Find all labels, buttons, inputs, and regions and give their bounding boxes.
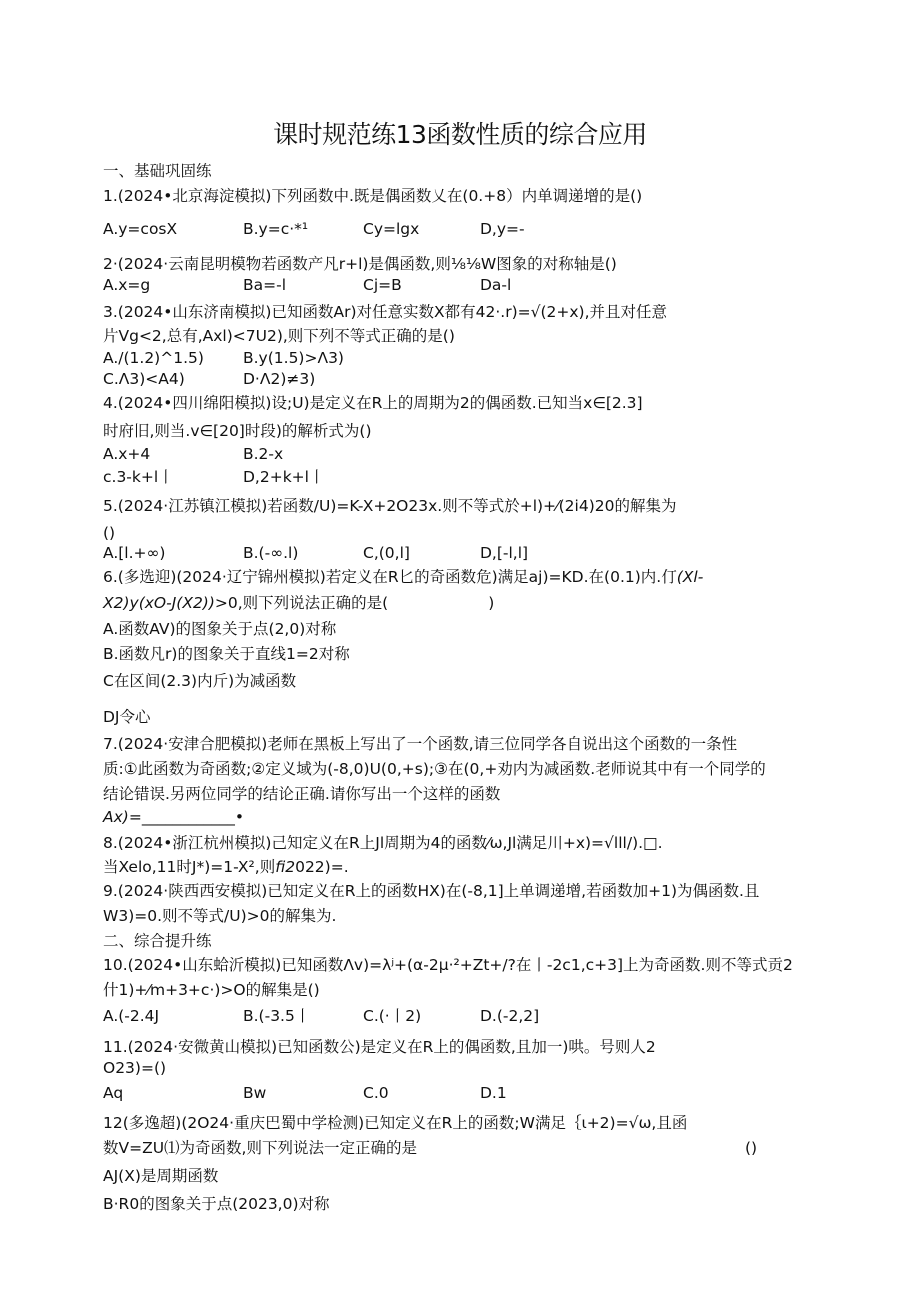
question-1-option-c: Cy=lgx — [363, 220, 420, 238]
question-8-stem-formula: fi2 — [275, 858, 296, 876]
question-3-stem-line-1: 3.(2024•山东济南模拟)已知函数Ar)对任意实数X都有42·.r)=√(2+x),并且对任意 — [103, 303, 668, 321]
question-11-option-d: D.1 — [480, 1084, 507, 1102]
question-12-answer-paren: () — [745, 1139, 758, 1157]
question-5-option-c: C,(0,l] — [363, 544, 410, 562]
question-4-option-a: A.x+4 — [103, 445, 151, 463]
question-2-option-a: A.x=g — [103, 276, 151, 294]
question-10-stem-line-2: 什1)+⁄m+3+c·)>O的解集是() — [103, 981, 320, 999]
question-7-answer-blank: ____________ — [141, 808, 235, 826]
question-12-option-a: AJ(X)是周期函数 — [103, 1167, 219, 1185]
question-4-stem-line-1: 4.(2024•四川绵阳模拟)设;U)是定义在R上的周期为2的偶函数.已知当x∈[2.3] — [103, 394, 643, 412]
question-11-option-c: C.0 — [363, 1084, 389, 1102]
question-12-stem-line-1: 12(多逸超)(2O24·重庆巴蜀中学检测)已知定义在R上的函数;W满足｛ι+2)=√ω,且函 — [103, 1114, 688, 1132]
question-3-option-b: B.y(1.5)>Λ3) — [243, 349, 344, 367]
question-6-option-a: A.函数AV)的图象关于点(2,0)对称 — [103, 620, 337, 638]
question-11-stem-line-1: 11.(2024·安微黄山模拟)已知函数公)是定义在R上的偶函数,且加一)哄。号则人2 — [103, 1038, 656, 1056]
question-4-option-b: B.2-x — [243, 445, 284, 463]
question-7-stem-line-1: 7.(2024·安津合肥模拟)老师在黑板上写出了一个函数,请三位同学各自说出这个函数的一条性 — [103, 735, 738, 753]
question-4-option-c: c.3-k+l丨 — [103, 468, 174, 486]
question-5-option-d: D,[-l,l] — [480, 544, 529, 562]
question-6-stem-line-1 — [103, 566, 703, 588]
question-5-option-a: A.[l.+∞) — [103, 544, 166, 562]
question-2-option-b: Ba=-l — [243, 276, 287, 294]
question-7-answer-prefix: Ax)= — [103, 808, 142, 826]
section-heading-comprehensive: 二、综合提升练 — [103, 932, 212, 950]
question-11-stem-line-2: O23)=() — [103, 1059, 167, 1077]
question-2-option-d: Da-l — [480, 276, 512, 294]
question-5-stem-line-2: () — [103, 524, 116, 542]
question-5-option-b: B.(-∞.l) — [243, 544, 299, 562]
question-10-option-b: B.(-3.5丨 — [243, 1007, 311, 1025]
question-6-answer-paren: ) — [488, 594, 495, 612]
question-1-option-d: D,y=- — [480, 220, 525, 238]
question-1-option-b: B.y=c·*¹ — [243, 220, 309, 238]
question-6-stem-text: 6.(多选迎)(2024·辽宁锦州模拟)若定义在R匕的奇函数危)满足aj)=KD.在(0.1)内.仃 — [103, 568, 677, 586]
question-3-option-d: D·Λ2)≠3) — [243, 370, 316, 388]
question-1-option-a: A.y=cosX — [103, 220, 178, 238]
question-8-stem-end: 022)=. — [295, 858, 349, 876]
question-8-stem-line-2 — [103, 856, 349, 878]
question-11-option-a: Aq — [103, 1084, 124, 1102]
question-7-answer-dot: • — [234, 808, 244, 826]
question-1-stem: 1.(2024•北京海淀模拟)下列函数中.既是偶函数乂在(0.+8）内单调递增的是() — [103, 187, 643, 205]
question-9-stem-line-2: W3)=0.则不等式/U)>0的解集为. — [103, 907, 337, 925]
question-3-option-a: A./(1.2)^1.5) — [103, 349, 204, 367]
question-8-stem-line-1: 8.(2024•浙江杭州模拟)己知定义在R上Jl周期为4的函数⁄ω,Jl满足川+x)=√lll/).□. — [103, 834, 663, 852]
question-10-stem-line-1: 10.(2024•山东蛤沂模拟)已知函数Λv)=λʲ+(α-2μ·²+Zt+/?在丨-2c1,c+3]上为奇函数.则不等式贡2 — [103, 956, 793, 974]
question-6-stem-formula-part-2: X2)y(xO-J(X2)) — [103, 594, 215, 612]
question-4-option-d: D,2+k+l丨 — [243, 468, 325, 486]
question-9-stem-line-1: 9.(2024·陕西西安模拟)已知定义在R上的函数HX)在(-8,1]上单调递增,若函数加+1)为偶函数.且 — [103, 882, 760, 900]
question-12-stem-line-2: 数V=ZU⑴为奇函数,则下列说法一定正确的是 — [103, 1139, 417, 1157]
section-heading-basic: 一、基础巩固练 — [103, 162, 212, 180]
question-7-answer-line — [103, 806, 244, 828]
question-3-option-c: C.Λ3)<A4) — [103, 370, 185, 388]
question-10-option-d: D.(-2,2] — [480, 1007, 540, 1025]
question-6-stem-condition: >0,则下列说法正确的是( — [214, 594, 389, 612]
question-6-option-b: B.函数凡r)的图象关于直线1=2对称 — [103, 645, 350, 663]
question-10-option-a: A.(-2.4J — [103, 1007, 160, 1025]
question-7-stem-line-2: 质:①此函数为奇函数;②定义域为(-8,0)U(0,+s);③在(0,+劝内为减函数.老师说其中有一个同学的 — [103, 760, 766, 778]
question-2-option-c: Cj=B — [363, 276, 402, 294]
question-6-stem-line-2 — [103, 592, 494, 614]
question-8-stem-text: 当Xelo,11时J*)=1-X²,则 — [103, 858, 276, 876]
question-2-stem: 2·(2024·云南昆明模物若函数产凡r+l)是偶函数,则⅛⅛W图象的对称轴是() — [103, 255, 617, 273]
question-4-stem-line-2: 时府旧,则当.v∈[20]时段)的解析式为() — [103, 422, 372, 440]
page-title: 课时规范练13函数性质的综合应用 — [273, 120, 647, 149]
question-6-stem-formula-part-1: (Xl- — [676, 568, 704, 586]
question-12-option-b: B·R0的图象关于点(2023,0)对称 — [103, 1195, 330, 1213]
question-7-stem-line-3: 结论错误.另两位同学的结论正确.请你写出一个这样的函数 — [103, 785, 501, 803]
question-5-stem-line-1: 5.(2024·江苏镇江模拟)若函数/U)=K-X+2O23x.则不等式於+l)+⁄(2i4)20的解集为 — [103, 497, 677, 515]
question-3-stem-line-2: 片Vg<2,总有,Axl)<7U2),则下列不等式正确的是() — [103, 327, 455, 345]
question-11-option-b: Bw — [243, 1084, 267, 1102]
question-10-option-c: C.(·丨2) — [363, 1007, 422, 1025]
question-6-option-d: DJ令心 — [103, 708, 151, 726]
question-6-option-c: C在区间(2.3)内斤)为减函数 — [103, 672, 297, 690]
